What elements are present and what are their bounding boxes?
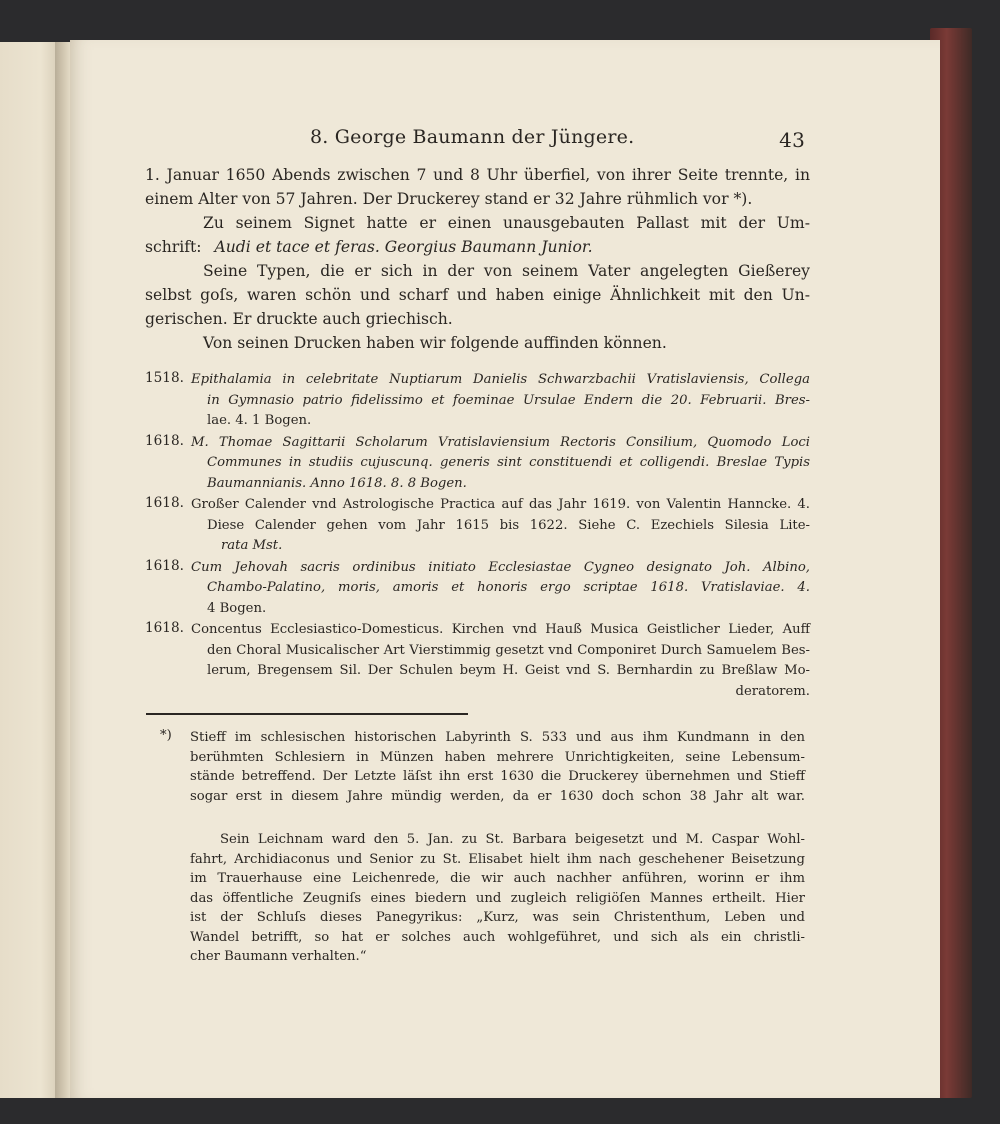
text-line: einem Alter von 57 Jahren. Der Druckerey stand er 32 Jahre rühmlich vor *). <box>145 190 753 208</box>
bibliography-entry <box>145 433 810 495</box>
entry-year: 1518. <box>145 370 184 386</box>
entry-line: M. Thomae Sagittarii Scholarum Vratislaviensium Rectoris Consilium, Quomodo Loci <box>191 434 810 450</box>
footnote-marker: *) <box>160 728 172 743</box>
entry-line: Diese Calender gehen vom Jahr 1615 bis 1622. Siehe C. Ezechiels Silesia Lite- <box>207 517 810 533</box>
text-line: selbst goſs, waren schön und scharf und haben einige Ähnlichkeit mit den Un- <box>145 286 810 304</box>
text-line: Von seinen Drucken haben wir folgende auffinden können. <box>203 334 667 352</box>
footnote-line: Sein Leichnam ward den 5. Jan. zu St. Barbara beigesetzt und M. Caspar Wohl- <box>220 832 805 847</box>
entry-line: lae. 4. 1 Bogen. <box>207 413 312 428</box>
signet-motto: Audi et tace et feras. Georgius Baumann Junior. <box>214 238 593 256</box>
bibliography-entry <box>145 558 810 620</box>
main-text <box>145 163 810 355</box>
footnote-line: ist der Schluſs dieses Panegyrikus: „Kurz, was sein Christenthum, Leben und <box>190 910 805 925</box>
entry-year: 1618. <box>145 557 184 574</box>
entry-line: lerum, Bregensem Sil. Der Schulen beym H. Geist vnd S. Bernhardin zu Breßlaw Mo- <box>207 663 810 678</box>
footnote-divider <box>146 713 468 715</box>
footnote-line: Stieff im schlesischen historischen Labyrinth S. 533 und aus ihm Kundmann in den <box>190 730 805 745</box>
entry-line: Epithalamia in celebritate Nuptiarum Danielis Schwarzbachii Vratislaviensis, Collega <box>191 372 810 387</box>
entry-year: 1618. <box>145 495 184 511</box>
entry-line: Cum Jehovah sacris ordinibus initiato Ecclesiastae Cygneo designato Joh. Albino, <box>191 559 810 575</box>
chapter-title: 8. George Baumann der Jüngere. <box>310 126 635 148</box>
footnote-line: fahrt, Archidiaconus und Senior zu St. Elisabet hielt ihm nach geschehener Beisetzung <box>190 851 805 867</box>
facing-page-edge <box>0 42 58 1098</box>
entry-year: 1618. <box>145 620 184 636</box>
text-line: Seine Typen, die er sich in der von seinem Vater angelegten Gießerey <box>203 262 810 280</box>
entry-line: deratorem. <box>735 683 810 699</box>
footnote-line: Wandel betrifft, so hat er solches auch wohlgeführet, und sich als ein christli- <box>190 929 805 945</box>
bibliography-entry <box>145 370 810 432</box>
text-line: gerischen. Er druckte auch griechisch. <box>145 310 453 328</box>
entry-line: den Choral Musicalischer Art Vierstimmig gesetzt vnd Componiret Durch Samuelem Bes- <box>207 642 810 658</box>
entry-line: in Gymnasio patrio fidelissimo et foeminae Ursulae Endern die 20. Februarii. Bres- <box>207 392 810 408</box>
footnote-line: im Trauerhause eine Leichenrede, die wir auch nachher anführen, worinn er ihm <box>190 871 805 886</box>
entry-line: Großer Calender vnd Astrologische Practica auf das Jahr 1619. von Valentin Hanncke. 4. <box>191 497 810 512</box>
footnote-line: berühmten Schlesiern in Münzen haben mehrere Unrichtigkeiten, seine Lebensum- <box>190 749 805 765</box>
bibliography-list <box>145 370 810 703</box>
footnote-line: das öffentliche Zeugniſs eines biedern und zugleich religiöſen Mannes ertheilt. Hier <box>190 890 805 906</box>
bibliography-entry <box>145 495 810 557</box>
page-number: 43 <box>779 128 805 152</box>
entry-line: Chambo-Palatino, moris, amoris et honoris ergo scriptae 1618. Vratislaviae. 4. <box>207 580 810 595</box>
text-line: Zu seinem Signet hatte er einen unausgebauten Pallast mit der Um- <box>203 214 810 232</box>
footnote-line: cher Baumann verhalten.“ <box>190 949 367 964</box>
footnote <box>160 728 805 967</box>
footnote-quote <box>160 830 805 967</box>
text-line: 1. Januar 1650 Abends zwischen 7 und 8 Uhr überfiel, von ihrer Seite trennte, in <box>145 166 810 184</box>
entry-year: 1618. <box>145 432 184 449</box>
footnote-line: sogar erst in diesem Jahre mündig werden, da er 1630 doch schon 38 Jahr alt war. <box>190 788 805 804</box>
entry-line: rata Mst. <box>221 538 283 553</box>
footnote-line: stände betreffend. Der Letzte läſst ihn erst 1630 die Druckerey übernehmen und Stieff <box>190 769 805 784</box>
entry-line: Communes in studiis cujuscunq. generis sint constituendi et colligendi. Breslae Typis <box>207 455 810 470</box>
entry-line: Baumannianis. Anno 1618. 8. 8 Bogen. <box>207 475 467 491</box>
entry-line: Concentus Ecclesiastico-Domesticus. Kirchen vnd Hauß Musica Geistlicher Lieder, Auff <box>191 622 810 637</box>
entry-line: 4 Bogen. <box>207 600 267 616</box>
footnote-note <box>160 728 805 806</box>
text-fragment: schrift: <box>145 238 202 256</box>
bibliography-entry <box>145 620 810 702</box>
text-line <box>145 235 810 259</box>
